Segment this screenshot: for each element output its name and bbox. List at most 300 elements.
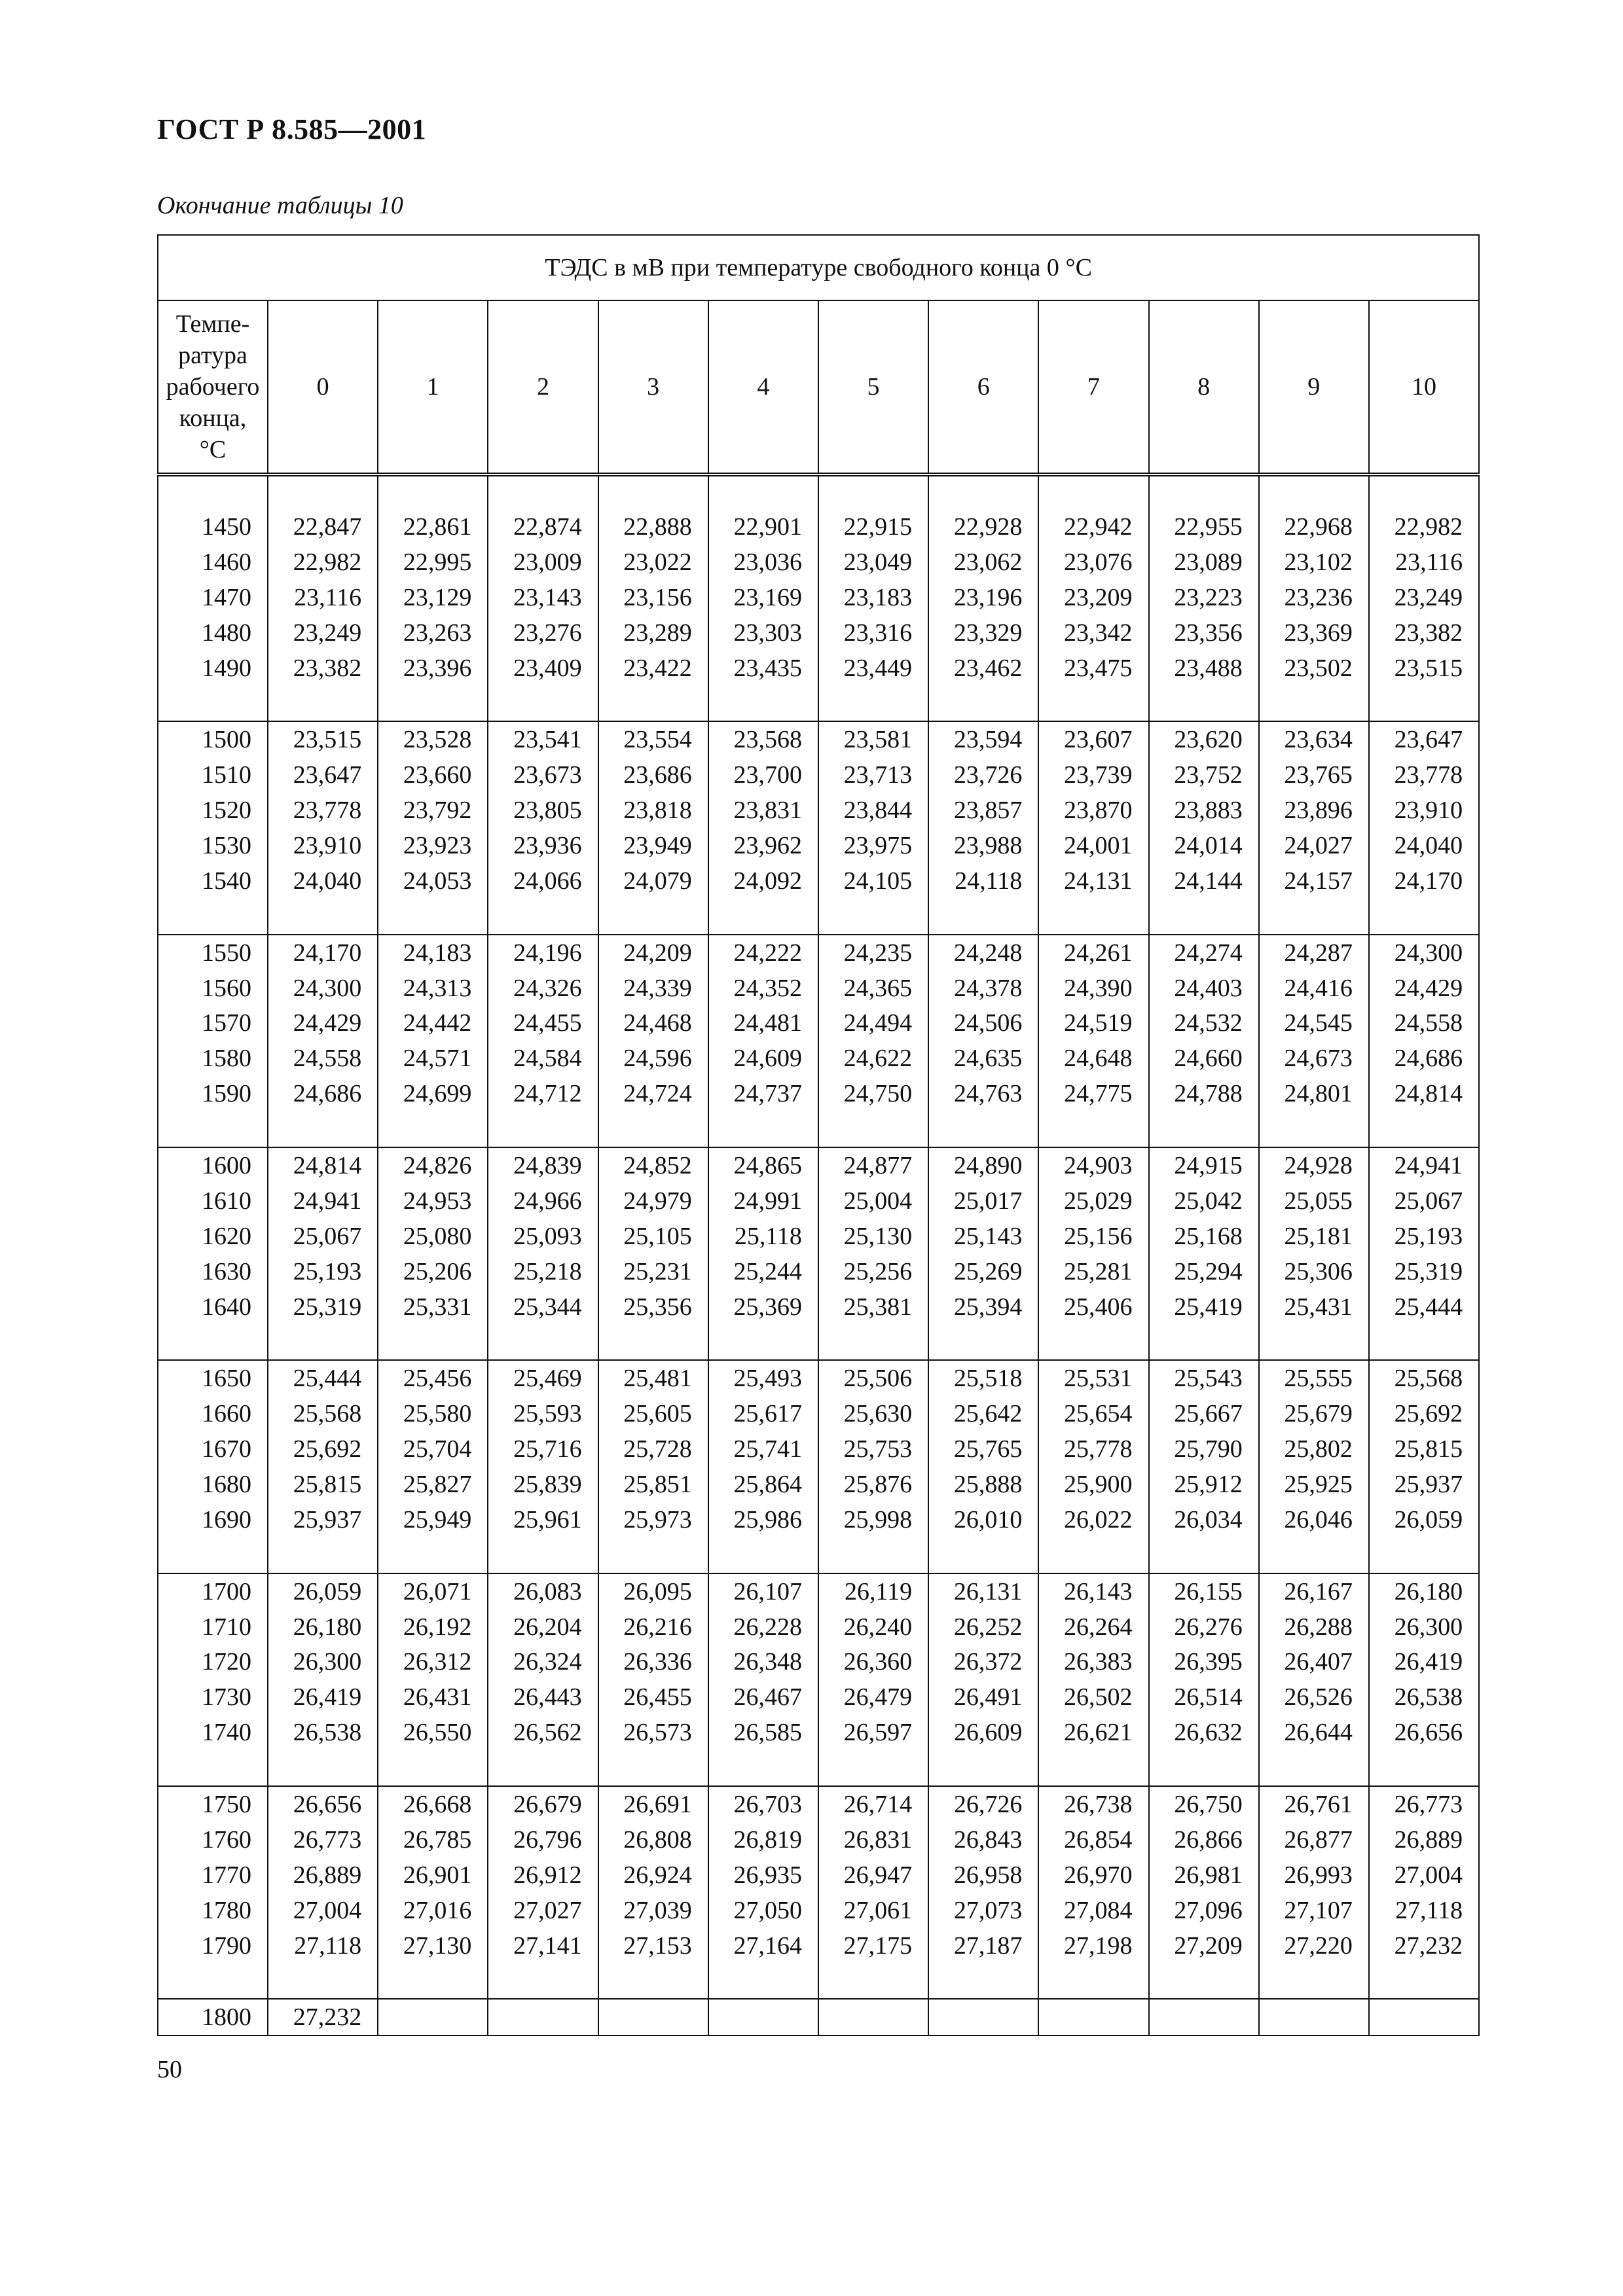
emf-value-cell: 27,050 <box>708 1893 818 1928</box>
emf-value-cell: 24,390 <box>1038 971 1148 1006</box>
emf-value-cell: 27,004 <box>268 1893 378 1928</box>
emf-value-cell: 26,071 <box>378 1573 488 1609</box>
temperature-cell: 1620 <box>158 1219 268 1254</box>
temperature-cell: 1650 <box>158 1360 268 1396</box>
emf-value-cell: 27,141 <box>488 1928 598 1964</box>
emf-value-cell: 23,647 <box>268 757 378 793</box>
emf-value-cell: 24,991 <box>708 1183 818 1219</box>
emf-value-cell: 23,883 <box>1149 793 1259 828</box>
emf-value-cell: 26,831 <box>818 1822 928 1857</box>
table-body <box>158 509 1479 2036</box>
emf-value-cell: 26,621 <box>1038 1715 1148 1750</box>
emf-value-cell: 26,312 <box>378 1645 488 1680</box>
emf-value-cell: 23,009 <box>488 545 598 580</box>
temperature-cell: 1560 <box>158 971 268 1006</box>
emf-value-cell: 23,870 <box>1038 793 1148 828</box>
empty-cell <box>158 685 268 721</box>
emf-value-cell: 26,703 <box>708 1786 818 1822</box>
empty-cell <box>488 1964 598 2000</box>
column-header: 10 <box>1369 300 1479 475</box>
table-row <box>158 1999 1479 2036</box>
temperature-cell: 1700 <box>158 1573 268 1609</box>
emf-value-cell: 25,281 <box>1038 1254 1148 1289</box>
temperature-cell: 1720 <box>158 1645 268 1680</box>
emf-value-cell: 26,901 <box>378 1857 488 1893</box>
empty-cell <box>598 685 708 721</box>
emf-value-cell: 25,568 <box>268 1396 378 1431</box>
empty-cell <box>818 1964 928 2000</box>
empty-cell <box>598 1324 708 1360</box>
emf-value-cell: 23,962 <box>708 828 818 863</box>
temperature-cell: 1600 <box>158 1147 268 1183</box>
temp-header-line: ратура <box>178 342 247 369</box>
emf-value-cell: 25,839 <box>488 1467 598 1502</box>
emf-value-cell: 23,036 <box>708 545 818 580</box>
emf-value-cell: 22,982 <box>268 545 378 580</box>
empty-cell <box>268 899 378 935</box>
emf-value-cell: 25,580 <box>378 1396 488 1431</box>
emf-value-cell: 25,029 <box>1038 1183 1148 1219</box>
emf-value-cell: 25,004 <box>818 1183 928 1219</box>
emf-value-cell: 24,118 <box>928 863 1038 899</box>
emf-value-cell: 23,844 <box>818 793 928 828</box>
emf-value-cell: 25,469 <box>488 1360 598 1396</box>
emf-value-cell: 23,515 <box>268 721 378 757</box>
temp-header-line: конца, <box>179 404 247 432</box>
emf-value-cell: 23,129 <box>378 580 488 615</box>
emf-value-cell: 26,143 <box>1038 1573 1148 1609</box>
empty-cell <box>488 1537 598 1573</box>
emf-value-cell: 26,155 <box>1149 1573 1259 1609</box>
emf-value-cell: 24,545 <box>1259 1005 1369 1041</box>
emf-value-cell: 26,180 <box>1369 1573 1479 1609</box>
emf-value-cell: 24,928 <box>1259 1147 1369 1183</box>
emf-value-cell: 26,644 <box>1259 1715 1369 1750</box>
emf-value-cell: 23,382 <box>1369 615 1479 651</box>
emf-value-cell: 27,220 <box>1259 1928 1369 1964</box>
emf-value-cell: 26,491 <box>928 1679 1038 1715</box>
table-row <box>158 545 1479 580</box>
empty-cell <box>378 1537 488 1573</box>
emf-value-cell: 25,692 <box>1369 1396 1479 1431</box>
empty-cell <box>598 1964 708 2000</box>
table-row <box>158 1360 1479 1396</box>
column-header: 9 <box>1259 300 1369 475</box>
emf-value-cell: 25,876 <box>818 1467 928 1502</box>
emf-value-cell: 25,568 <box>1369 1360 1479 1396</box>
emf-value-cell: 23,528 <box>378 721 488 757</box>
empty-cell <box>1038 1324 1148 1360</box>
empty-cell <box>488 1111 598 1147</box>
emf-value-cell: 23,778 <box>268 793 378 828</box>
empty-cell <box>1369 685 1479 721</box>
temperature-cell: 1660 <box>158 1396 268 1431</box>
emf-value-cell: 25,344 <box>488 1289 598 1325</box>
empty-cell <box>928 1111 1038 1147</box>
emf-value-cell: 23,169 <box>708 580 818 615</box>
emf-value-cell: 26,924 <box>598 1857 708 1893</box>
column-header: 0 <box>268 300 378 475</box>
table-row <box>158 1715 1479 1750</box>
emf-value-cell: 22,874 <box>488 509 598 545</box>
thermo-emf-table <box>157 234 1480 2036</box>
emf-value-cell: 25,456 <box>378 1360 488 1396</box>
emf-value-cell: 23,975 <box>818 828 928 863</box>
emf-value-cell: 26,632 <box>1149 1715 1259 1750</box>
emf-value-cell: 24,953 <box>378 1183 488 1219</box>
emf-value-cell: 23,276 <box>488 615 598 651</box>
temperature-cell: 1760 <box>158 1822 268 1857</box>
temperature-cell: 1530 <box>158 828 268 863</box>
empty-cell <box>1038 1964 1148 2000</box>
emf-value-cell: 22,901 <box>708 509 818 545</box>
temperature-cell: 1610 <box>158 1183 268 1219</box>
emf-value-cell: 26,336 <box>598 1645 708 1680</box>
emf-value-cell: 25,067 <box>268 1219 378 1254</box>
emf-value-cell: 27,118 <box>1369 1893 1479 1928</box>
emf-value-cell: 26,819 <box>708 1822 818 1857</box>
table-row <box>158 721 1479 757</box>
emf-value-cell: 24,750 <box>818 1076 928 1111</box>
emf-value-cell: 27,232 <box>1369 1928 1479 1964</box>
empty-cell <box>928 685 1038 721</box>
emf-value-cell: 23,089 <box>1149 545 1259 580</box>
table-row <box>158 1041 1479 1076</box>
emf-value-cell: 25,692 <box>268 1431 378 1467</box>
emf-value-cell: 25,815 <box>1369 1431 1479 1467</box>
emf-value-cell: 26,324 <box>488 1645 598 1680</box>
empty-cell <box>1038 1537 1148 1573</box>
emf-value-cell: 27,061 <box>818 1893 928 1928</box>
emf-value-cell: 26,455 <box>598 1679 708 1715</box>
emf-value-cell: 23,778 <box>1369 757 1479 793</box>
emf-value-cell: 24,788 <box>1149 1076 1259 1111</box>
emf-value-cell: 24,313 <box>378 971 488 1006</box>
temperature-cell: 1690 <box>158 1502 268 1537</box>
temperature-cell: 1580 <box>158 1041 268 1076</box>
empty-cell <box>378 899 488 935</box>
emf-value-cell: 26,264 <box>1038 1609 1148 1645</box>
emf-value-cell: 24,287 <box>1259 935 1369 971</box>
temperature-cell: 1470 <box>158 580 268 615</box>
emf-value-cell: 24,455 <box>488 1005 598 1041</box>
emf-value-cell: 25,080 <box>378 1219 488 1254</box>
table-row <box>158 1396 1479 1431</box>
emf-value-cell <box>818 1999 928 2036</box>
emf-value-cell: 25,181 <box>1259 1219 1369 1254</box>
empty-cell <box>928 1324 1038 1360</box>
emf-value-cell: 25,543 <box>1149 1360 1259 1396</box>
emf-value-cell: 24,248 <box>928 935 1038 971</box>
emf-value-cell: 25,394 <box>928 1289 1038 1325</box>
emf-value-cell: 25,093 <box>488 1219 598 1254</box>
emf-value-cell: 22,968 <box>1259 509 1369 545</box>
emf-value-cell: 23,686 <box>598 757 708 793</box>
emf-value-cell: 25,055 <box>1259 1183 1369 1219</box>
emf-value-cell: 24,183 <box>378 935 488 971</box>
emf-value-cell: 24,066 <box>488 863 598 899</box>
emf-value-cell: 26,656 <box>1369 1715 1479 1750</box>
emf-value-cell: 22,861 <box>378 509 488 545</box>
temp-header-line: °С <box>199 436 227 463</box>
emf-value-cell: 23,342 <box>1038 615 1148 651</box>
table-group-header: ТЭДС в мВ при температуре свободного конца 0 °С <box>158 235 1479 300</box>
emf-value-cell: 26,095 <box>598 1573 708 1609</box>
empty-cell <box>1149 1537 1259 1573</box>
emf-value-cell: 25,481 <box>598 1360 708 1396</box>
emf-value-cell: 26,383 <box>1038 1645 1148 1680</box>
empty-cell <box>1259 899 1369 935</box>
emf-value-cell: 25,406 <box>1038 1289 1148 1325</box>
emf-value-cell: 26,912 <box>488 1857 598 1893</box>
emf-value-cell: 27,084 <box>1038 1893 1148 1928</box>
emf-value-cell: 23,209 <box>1038 580 1148 615</box>
emf-value-cell: 24,222 <box>708 935 818 971</box>
emf-value-cell: 26,970 <box>1038 1857 1148 1893</box>
table-column-header-row <box>158 300 1479 475</box>
emf-value-cell: 26,562 <box>488 1715 598 1750</box>
emf-value-cell: 25,506 <box>818 1360 928 1396</box>
emf-value-cell: 23,369 <box>1259 615 1369 651</box>
empty-cell <box>488 899 598 935</box>
temperature-cell: 1670 <box>158 1431 268 1467</box>
emf-value-cell: 27,164 <box>708 1928 818 1964</box>
emf-value-cell: 23,541 <box>488 721 598 757</box>
emf-value-cell: 24,339 <box>598 971 708 1006</box>
emf-value-cell: 24,941 <box>1369 1147 1479 1183</box>
emf-value-cell: 23,435 <box>708 651 818 686</box>
empty-cell <box>1259 1964 1369 2000</box>
emf-value-cell: 24,737 <box>708 1076 818 1111</box>
emf-value-cell: 26,059 <box>1369 1502 1479 1537</box>
empty-cell <box>598 1537 708 1573</box>
emf-value-cell: 23,896 <box>1259 793 1369 828</box>
emf-value-cell: 24,274 <box>1149 935 1259 971</box>
emf-value-cell: 26,993 <box>1259 1857 1369 1893</box>
emf-value-cell: 23,196 <box>928 580 1038 615</box>
group-gap-row <box>158 1111 1479 1147</box>
empty-cell <box>708 1324 818 1360</box>
emf-value-cell: 27,096 <box>1149 1893 1259 1928</box>
emf-value-cell: 24,763 <box>928 1076 1038 1111</box>
emf-value-cell: 25,679 <box>1259 1396 1369 1431</box>
table-row <box>158 1467 1479 1502</box>
emf-value-cell: 25,704 <box>378 1431 488 1467</box>
emf-value-cell <box>378 1999 488 2036</box>
empty-cell <box>708 1537 818 1573</box>
emf-value-cell: 23,568 <box>708 721 818 757</box>
empty-cell <box>1149 1111 1259 1147</box>
temperature-cell: 1730 <box>158 1679 268 1715</box>
emf-value-cell: 23,818 <box>598 793 708 828</box>
emf-value-cell: 23,765 <box>1259 757 1369 793</box>
temperature-cell: 1480 <box>158 615 268 651</box>
emf-value-cell: 25,130 <box>818 1219 928 1254</box>
emf-value-cell: 26,502 <box>1038 1679 1148 1715</box>
emf-value-cell: 24,979 <box>598 1183 708 1219</box>
emf-value-cell: 25,331 <box>378 1289 488 1325</box>
emf-value-cell: 23,910 <box>1369 793 1479 828</box>
emf-value-cell: 25,444 <box>1369 1289 1479 1325</box>
empty-cell <box>1259 1750 1369 1786</box>
emf-value-cell: 25,381 <box>818 1289 928 1325</box>
emf-value-cell: 24,673 <box>1259 1041 1369 1076</box>
emf-value-cell: 26,761 <box>1259 1786 1369 1822</box>
temperature-cell: 1710 <box>158 1609 268 1645</box>
emf-value-cell: 23,382 <box>268 651 378 686</box>
empty-cell <box>268 1964 378 2000</box>
temperature-cell: 1800 <box>158 1999 268 2036</box>
emf-value-cell: 24,519 <box>1038 1005 1148 1041</box>
emf-value-cell: 24,040 <box>268 863 378 899</box>
emf-value-cell: 26,550 <box>378 1715 488 1750</box>
emf-value-cell: 26,958 <box>928 1857 1038 1893</box>
emf-value-cell: 24,157 <box>1259 863 1369 899</box>
emf-value-cell: 25,319 <box>268 1289 378 1325</box>
emf-value-cell: 25,741 <box>708 1431 818 1467</box>
emf-value-cell: 23,409 <box>488 651 598 686</box>
emf-value-cell: 25,617 <box>708 1396 818 1431</box>
emf-value-cell: 24,144 <box>1149 863 1259 899</box>
emf-value-cell: 27,027 <box>488 1893 598 1928</box>
page-number: 50 <box>157 2056 182 2083</box>
emf-value-cell: 27,175 <box>818 1928 928 1964</box>
emf-value-cell: 23,752 <box>1149 757 1259 793</box>
emf-value-cell: 23,594 <box>928 721 1038 757</box>
emf-value-cell: 26,216 <box>598 1609 708 1645</box>
empty-cell <box>1369 899 1479 935</box>
emf-value-cell: 24,865 <box>708 1147 818 1183</box>
emf-value-cell: 24,814 <box>268 1147 378 1183</box>
emf-value-cell: 26,395 <box>1149 1645 1259 1680</box>
emf-value-cell: 26,276 <box>1149 1609 1259 1645</box>
emf-value-cell: 23,739 <box>1038 757 1148 793</box>
emf-value-cell: 26,750 <box>1149 1786 1259 1822</box>
empty-cell <box>1259 1111 1369 1147</box>
emf-value-cell: 25,231 <box>598 1254 708 1289</box>
emf-value-cell: 23,726 <box>928 757 1038 793</box>
empty-cell <box>268 1324 378 1360</box>
empty-cell <box>1149 685 1259 721</box>
table-row <box>158 1431 1479 1467</box>
temperature-cell: 1490 <box>158 651 268 686</box>
emf-value-cell: 26,981 <box>1149 1857 1259 1893</box>
emf-value-cell: 25,356 <box>598 1289 708 1325</box>
column-header: 4 <box>708 300 818 475</box>
empty-cell <box>378 1111 488 1147</box>
emf-value-cell: 27,118 <box>268 1928 378 1964</box>
empty-cell <box>158 1324 268 1360</box>
group-gap-row <box>158 1750 1479 1786</box>
empty-cell <box>818 685 928 721</box>
emf-value-cell <box>1038 1999 1148 2036</box>
emf-value-cell: 23,988 <box>928 828 1038 863</box>
emf-value-cell: 24,966 <box>488 1183 598 1219</box>
emf-value-cell: 26,738 <box>1038 1786 1148 1822</box>
emf-value-cell: 25,493 <box>708 1360 818 1396</box>
emf-value-cell: 24,209 <box>598 935 708 971</box>
emf-value-cell: 25,306 <box>1259 1254 1369 1289</box>
emf-value-cell: 23,857 <box>928 793 1038 828</box>
emf-value-cell: 26,843 <box>928 1822 1038 1857</box>
emf-value-cell: 25,269 <box>928 1254 1038 1289</box>
emf-value-cell: 25,156 <box>1038 1219 1148 1254</box>
table-row <box>158 1679 1479 1715</box>
table-row <box>158 935 1479 971</box>
emf-value-cell: 24,506 <box>928 1005 1038 1041</box>
empty-cell <box>818 1111 928 1147</box>
emf-value-cell: 23,249 <box>1369 580 1479 615</box>
empty-cell <box>268 1537 378 1573</box>
header-separator-row <box>158 475 1479 509</box>
emf-value-cell: 23,554 <box>598 721 708 757</box>
empty-cell <box>1149 899 1259 935</box>
emf-value-cell: 26,107 <box>708 1573 818 1609</box>
empty-cell <box>488 1324 598 1360</box>
emf-value-cell: 23,462 <box>928 651 1038 686</box>
table-caption: Окончание таблицы 10 <box>157 192 403 219</box>
empty-cell <box>818 899 928 935</box>
emf-value-cell: 25,555 <box>1259 1360 1369 1396</box>
emf-value-cell: 24,571 <box>378 1041 488 1076</box>
temperature-cell: 1790 <box>158 1928 268 1964</box>
emf-value-cell: 27,153 <box>598 1928 708 1964</box>
column-header: 6 <box>928 300 1038 475</box>
emf-value-cell: 26,360 <box>818 1645 928 1680</box>
emf-value-cell: 23,502 <box>1259 651 1369 686</box>
emf-value-cell: 23,634 <box>1259 721 1369 757</box>
group-gap-row <box>158 1324 1479 1360</box>
empty-cell <box>818 1750 928 1786</box>
emf-value-cell: 25,802 <box>1259 1431 1369 1467</box>
emf-value-cell: 27,130 <box>378 1928 488 1964</box>
column-header: 2 <box>488 300 598 475</box>
emf-value-cell: 23,949 <box>598 828 708 863</box>
emf-value-cell: 26,010 <box>928 1502 1038 1537</box>
temperature-cell: 1630 <box>158 1254 268 1289</box>
emf-value-cell: 25,949 <box>378 1502 488 1537</box>
emf-value-cell: 24,877 <box>818 1147 928 1183</box>
emf-value-cell: 23,076 <box>1038 545 1148 580</box>
table-row <box>158 509 1479 545</box>
emf-value-cell: 26,854 <box>1038 1822 1148 1857</box>
emf-value-cell: 26,585 <box>708 1715 818 1750</box>
emf-value-cell: 23,647 <box>1369 721 1479 757</box>
emf-value-cell: 25,654 <box>1038 1396 1148 1431</box>
emf-value-cell: 26,407 <box>1259 1645 1369 1680</box>
emf-value-cell: 24,532 <box>1149 1005 1259 1041</box>
temperature-cell: 1740 <box>158 1715 268 1750</box>
emf-value-cell: 25,294 <box>1149 1254 1259 1289</box>
table-row <box>158 1573 1479 1609</box>
emf-value-cell: 23,805 <box>488 793 598 828</box>
emf-value-cell: 26,889 <box>1369 1822 1479 1857</box>
emf-value-cell: 24,814 <box>1369 1076 1479 1111</box>
empty-cell <box>158 1111 268 1147</box>
emf-value-cell: 25,864 <box>708 1467 818 1502</box>
emf-value-cell: 23,022 <box>598 545 708 580</box>
emf-value-cell: 24,686 <box>1369 1041 1479 1076</box>
emf-value-cell: 25,593 <box>488 1396 598 1431</box>
table-row <box>158 651 1479 686</box>
emf-value-cell: 24,596 <box>598 1041 708 1076</box>
empty-cell <box>708 899 818 935</box>
emf-value-cell: 25,319 <box>1369 1254 1479 1289</box>
column-header: 5 <box>818 300 928 475</box>
table-row <box>158 1609 1479 1645</box>
emf-value-cell: 26,679 <box>488 1786 598 1822</box>
emf-value-cell: 27,107 <box>1259 1893 1369 1928</box>
